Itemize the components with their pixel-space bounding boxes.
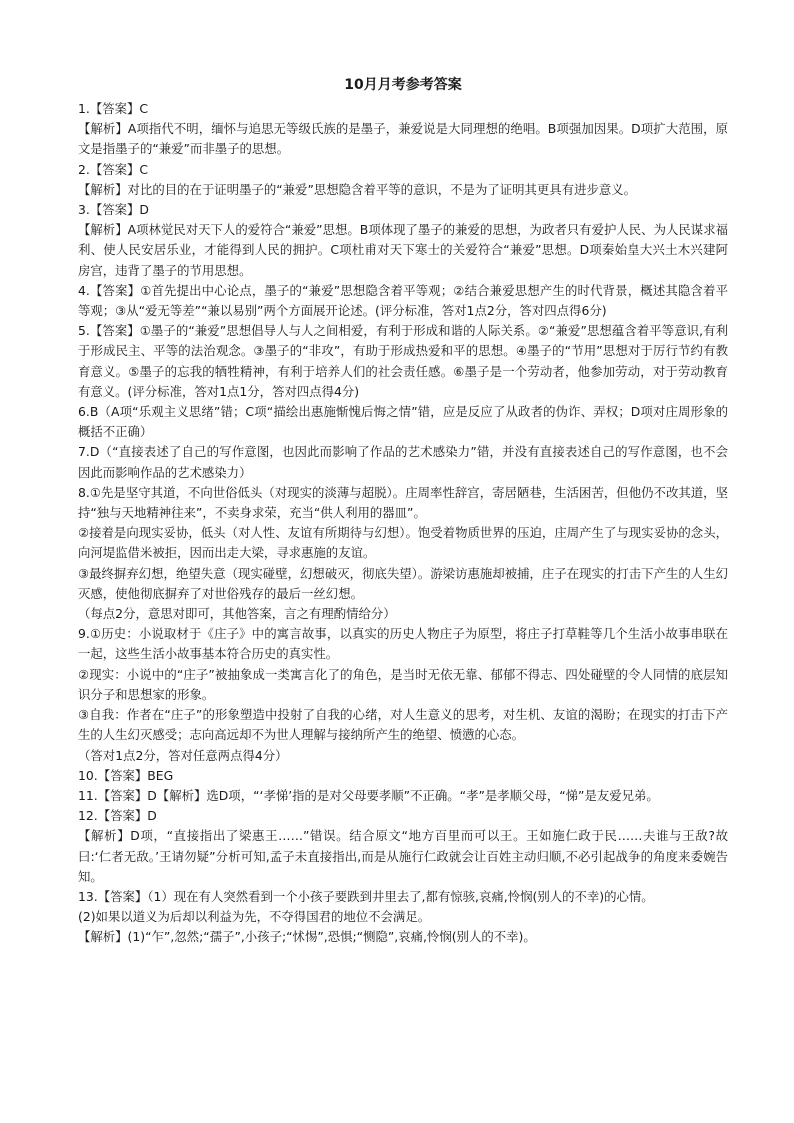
answer-body [78, 99, 728, 948]
answer-8-point-3: ③最终摒弃幻想，绝望失意（现实碰壁，幻想破灭，彻底失望）。游梁访惠施却被捕，庄子在现实的打击下产生的人生幻灭感，使他彻底摒弃了对世俗残存的最后一丝幻想。 [78, 565, 728, 601]
answer-document [78, 76, 728, 948]
analysis-2: 【解析】对比的目的在于证明墨子的“兼爱”思想隐含着平等的意识，不是为了证明其更具有进步意义。 [78, 181, 637, 197]
analysis-13: 【解析】(1)“乍”,忽然;“孺子”,小孩子;“怵惕”,恐惧;“恻隐”,哀痛,怜悯(别人的不幸)。 [78, 929, 536, 945]
answer-7: 7.D（“直接表述了自己的写作意图，也因此而影响了作品的艺术感染力”错，并没有直接表述自己的写作意图，也不会因此而影响作品的艺术感染力） [78, 444, 728, 480]
answer-5: 5.【答案】①墨子的“兼爱”思想倡导人与人之间相爱，有利于形成和谐的人际关系。②“兼爱”思想蕴含着平等意识,有利于形成民主、平等的法治观念。③墨子的“非攻”，有助于形成热爱和平的思想。④墨子的“节用”思想对于厉行节约有教育意义。⑤墨子的忘我的牺牲精神，有利于培养人们的社会责任感。⑥墨子是一个劳动者，他参加劳动，对于劳动教育有意义。(评分标准，答对1点1分，答对四点得4分) [78, 323, 728, 399]
answer-12: 12.【答案】D [78, 808, 157, 824]
answer-2: 2.【答案】C [78, 161, 149, 177]
answer-8-point-2: ②接着是向现实妥协，低头（对人性、友谊有所期待与幻想）。饱受着物质世界的压迫，庄周产生了与现实妥协的念头，向河堤监借米被拒，因而出走大梁，寻求惠施的友谊。 [78, 525, 728, 561]
answer-1: 1.【答案】C [78, 101, 149, 116]
answer-8-point-1: 8.①先是坚守其道，不向世俗低头（对现实的淡薄与超脱）。庄周率性辞宫，寄居陋巷，生活困苦，但他仍不改其道，坚持“独与天地精神往来”，不卖身求荣，充当“供人利用的器皿”。 [78, 484, 728, 521]
answer-13-part-2: (2)如果以道义为后却以利益为先，不夺得国君的地位不会满足。 [78, 909, 431, 925]
answer-9-point-1: 9.①历史：小说取材于《庄子》中的寓言故事，以真实的历史人物庄子为原型，将庄子打草鞋等几个生活小故事串联在一起，这些生活小故事基本符合历史的真实性。 [78, 626, 728, 662]
answer-8-scoring: （每点2分，意思对即可，其他答案，言之有理酌情给分） [78, 606, 396, 622]
answer-3: 3.【答案】D [78, 202, 149, 218]
page-title: 10月月考参考答案 [344, 77, 462, 93]
analysis-12: 【解析】D项，“直接指出了梁惠王……”错误。结合原文“地方百里而可以王。王如施仁政于民……夫谁与王敌?故曰:‘仁者无敌。’王请勿疑”分析可知,孟子未直接指出,而是从施行仁政就会让百姓主动归顺,不必引起战争的角度来委婉告知。 [78, 828, 728, 884]
answer-11: 11.【答案】D【解析】选D项，“‘孝悌’指的是对父母要孝顺”不正确。“孝”是孝顺父母，“悌”是友爱兄弟。 [78, 787, 659, 803]
answer-9-point-3: ③自我：作者在“庄子”的形象塑造中投射了自我的心绪，对人生意义的思考，对生机、友谊的渴盼；在现实的打击下产生的人生幻灭感受；志向高远却不为世人理解与接纳所产生的绝望、愤懑的心态。 [78, 707, 728, 743]
answer-9-scoring: （答对1点2分，答对任意两点得4分） [78, 747, 288, 763]
answer-6: 6.B（A项“乐观主义思绪”错；C项“描绘出惠施惭愧后悔之情”错，应是反应了从政者的伪诈、弄权；D项对庄周形象的概括不正确） [78, 404, 728, 440]
answer-13-part-1: 13.【答案】（1）现在有人突然看到一个小孩子要跌到井里去了,都有惊骇,哀痛,怜悯(别人的不幸)的心情。 [78, 888, 654, 904]
answer-9-point-2: ②现实：小说中的“庄子”被抽象成一类寓言化了的角色，是当时无依无靠、郁郁不得志、四处碰壁的令人同情的底层知识分子和思想家的形象。 [78, 666, 728, 702]
answer-4: 4.【答案】①首先提出中心论点，墨子的“兼爱”思想隐含着平等观；②结合兼爱思想产生的时代背景，概述其隐含着平等观；③从“爱无等差”“兼以易别”两个方面展开论述。(评分标准，答对1点2分，答对四点得6分) [78, 282, 728, 319]
answer-10: 10.【答案】BEG [78, 767, 174, 783]
analysis-3: 【解析】A项林觉民对天下人的爱符合“兼爱”思想。B项体现了墨子的兼爱的思想，为政者只有爱护人民、为人民谋求福利、使人民安居乐业，才能得到人民的拥护。C项杜甫对天下寒士的关爱符合“兼爱”思想。D项秦始皇大兴土木兴建阿房宫，违背了墨子的节用思想。 [78, 222, 728, 278]
analysis-1: 【解析】A项指代不明，缅怀与追思无等级氏族的是墨子，兼爱说是大同理想的绝唱。B项强加因果。D项扩大范围，原文是指墨子的“兼爱”而非墨子的思想。 [78, 121, 728, 157]
